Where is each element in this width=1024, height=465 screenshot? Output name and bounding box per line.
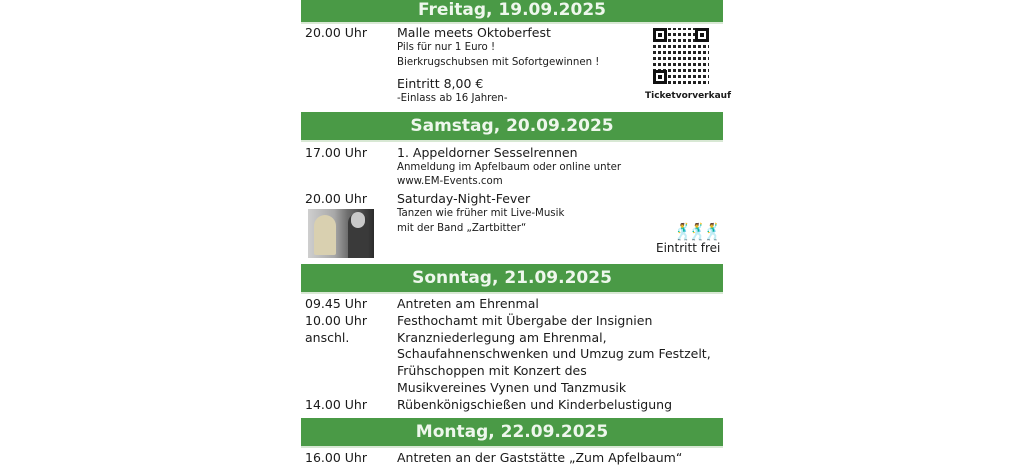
free-entry-badge: Eintritt frei bbox=[656, 241, 721, 255]
event-time: 09.45 Uhr bbox=[305, 296, 367, 311]
event-time: 16.00 Uhr bbox=[305, 450, 367, 465]
event-title: Saturday-Night-Fever bbox=[397, 191, 531, 206]
event-detail: www.EM-Events.com bbox=[397, 176, 503, 187]
day-header-monday: Montag, 22.09.2025 bbox=[301, 418, 723, 448]
dancers-icon: 🕺🕺🕺 bbox=[673, 222, 718, 241]
event-title: Antreten an der Gaststätte „Zum Apfelbaum“ bbox=[397, 450, 683, 465]
event-detail: Anmeldung im Apfelbaum oder online unter bbox=[397, 162, 622, 173]
event-title: Antreten am Ehrenmal bbox=[397, 296, 539, 311]
day-header-sunday: Sonntag, 21.09.2025 bbox=[301, 264, 723, 294]
event-detail: Tanzen wie früher mit Live-Musik bbox=[397, 208, 565, 219]
day-header-friday: Freitag, 19.09.2025 bbox=[301, 0, 723, 24]
event-title: 1. Appeldorner Sesselrennen bbox=[397, 145, 578, 160]
band-photo bbox=[308, 209, 374, 258]
event-detail: mit der Band „Zartbitter“ bbox=[397, 223, 527, 234]
event-time: anschl. bbox=[305, 330, 350, 345]
event-time: 20.00 Uhr bbox=[305, 191, 367, 206]
event-detail: Musikvereines Vynen und Tanzmusik bbox=[397, 380, 627, 395]
event-detail: Bierkrugschubsen mit Sofortgewinnen ! bbox=[397, 57, 600, 68]
event-price: Eintritt 8,00 € bbox=[397, 76, 484, 91]
event-time: 10.00 Uhr bbox=[305, 313, 367, 328]
event-schedule bbox=[301, 0, 731, 465]
event-time: 14.00 Uhr bbox=[305, 397, 367, 412]
event-title: Rübenkönigschießen und Kinderbelustigung bbox=[397, 397, 673, 412]
event-time: 20.00 Uhr bbox=[305, 25, 367, 40]
qr-label: Ticketvorverkauf bbox=[645, 91, 731, 101]
event-time: 17.00 Uhr bbox=[305, 145, 367, 160]
event-detail: Pils für nur 1 Euro ! bbox=[397, 42, 496, 53]
event-detail: Schaufahnenschwenken und Umzug zum Festzelt, bbox=[397, 346, 711, 361]
event-title: Malle meets Oktoberfest bbox=[397, 25, 551, 40]
day-header-saturday: Samstag, 20.09.2025 bbox=[301, 112, 723, 142]
qr-code-icon[interactable] bbox=[653, 28, 709, 84]
event-title: Kranzniederlegung am Ehrenmal, bbox=[397, 330, 607, 345]
event-note: -Einlass ab 16 Jahren- bbox=[397, 93, 508, 104]
event-detail: Frühschoppen mit Konzert des bbox=[397, 363, 587, 378]
event-title: Festhochamt mit Übergabe der Insignien bbox=[397, 313, 653, 328]
